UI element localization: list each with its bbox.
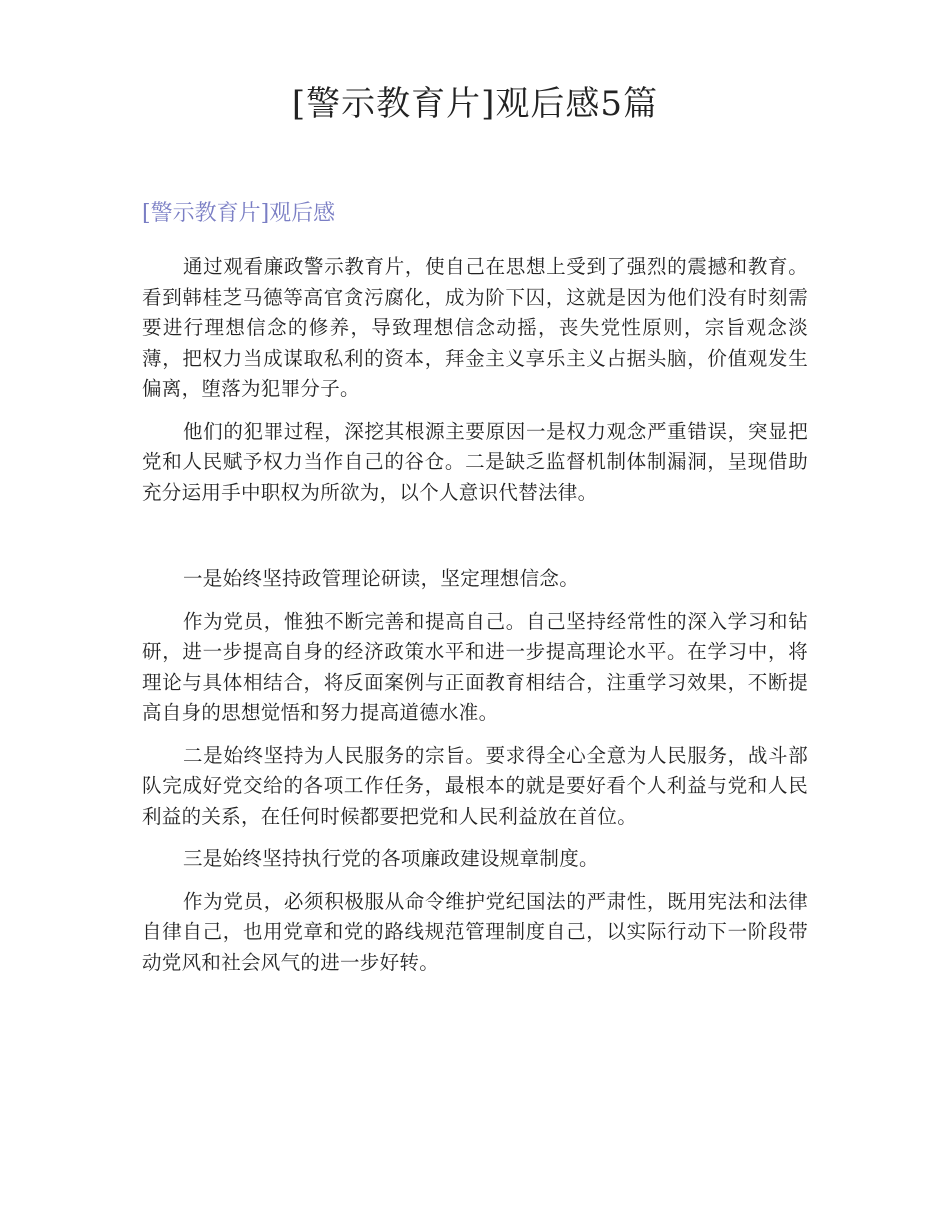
paragraph: 通过观看廉政警示教育片，使自己在思想上受到了强烈的震撼和教育。看到韩桂芝马德等高官贪污腐化，成为阶下囚，这就是因为他们没有时刻需要进行理想信念的修养，导致理想信念动摇，丧失党性原则，宗旨观念淡薄，把权力当成谋取私利的资本，拜金主义享乐主义占据头脑，价值观发生偏离，堕落为犯罪分子。 [142, 255, 808, 400]
document-body [142, 252, 808, 990]
paragraph: 三是始终坚持执行党的各项廉政建设规章制度。 [183, 847, 599, 870]
document-title: [警示教育片]观后感5篇 [291, 84, 659, 124]
paragraph: 作为党员，惟独不断完善和提高自己。自己坚持经常性的深入学习和钻研，进一步提高自身的经济政策水平和进一步提高理论水平。在学习中，将理论与具体相结合，将反面案例与正面教育相结合，注重学习效果，不断提高自身的思想觉悟和努力提高道德水准。 [142, 609, 808, 724]
paragraph: 二是始终坚持为人民服务的宗旨。要求得全心全意为人民服务，战斗部队完成好党交给的各项工作任务，最根本的就是要好看个人利益与党和人民利益的关系，在任何时候都要把党和人民利益放在首位。 [142, 743, 808, 828]
paragraph: 他们的犯罪过程，深挖其根源主要原因一是权力观念严重错误，突显把党和人民赋予权力当作自己的谷仓。二是缺乏监督机制体制漏洞，呈现借助充分运用手中职权为所欲为，以个人意识代替法律。 [142, 419, 808, 504]
paragraph: 作为党员，必须积极服从命令维护党纪国法的严肃性，既用宪法和法律自律自己，也用党章和党的路线规范管理制度自己，以实际行动下一阶段带动党风和社会风气的进一步好转。 [142, 889, 808, 974]
paragraph: 一是始终坚持政管理论研读，坚定理想信念。 [183, 567, 580, 590]
section-heading: [警示教育片]观后感 [142, 201, 336, 226]
